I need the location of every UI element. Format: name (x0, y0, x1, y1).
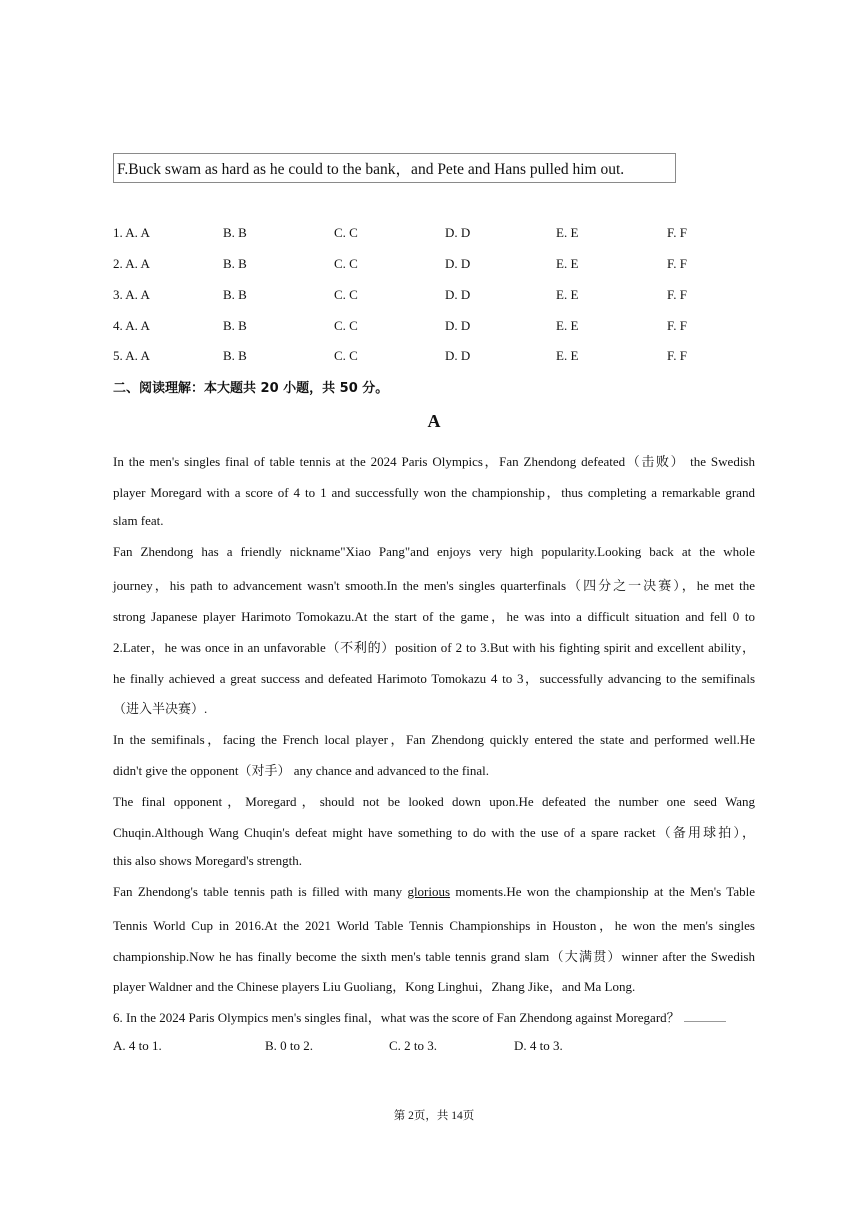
answer-option-b[interactable]: B. B (223, 225, 247, 240)
answer-option-f[interactable]: F. F (667, 287, 687, 302)
answer-option-e[interactable]: E. E (556, 348, 579, 363)
passage-line: journey，his path to advancement wasn't smooth.In the men's singles quarterfinals（四分之一决赛），he met the (113, 578, 755, 593)
passage-line: he finally achieved a great success and defeated Harimoto Tomokazu 4 to 3，successfully advancing to the semifinals (113, 671, 755, 686)
answer-option-b[interactable]: B. B (223, 256, 247, 271)
answer-option-a[interactable]: 4. A. A (113, 318, 150, 333)
answer-option-c[interactable]: C. C (334, 318, 358, 333)
choice-c[interactable]: C. 2 to 3. (389, 1038, 438, 1053)
passage-line: The final opponent，Moregard，should not be looked down upon.He defeated the number one seed Wang (113, 794, 755, 809)
answer-option-a[interactable]: 3. A. A (113, 287, 150, 302)
passage-line: slam feat. (113, 513, 164, 528)
passage-line: player Moregard with a score of 4 to 1 and successfully won the championship，thus completing a remarkable grand (113, 485, 755, 500)
answer-option-c[interactable]: C. C (334, 256, 358, 271)
passage-line: didn't give the opponent（对手） any chance and advanced to the final. (113, 763, 489, 778)
answer-option-b[interactable]: B. B (223, 348, 247, 363)
answer-option-f[interactable]: F. F (667, 225, 687, 240)
answer-option-e[interactable]: E. E (556, 318, 579, 333)
underlined-word: glorious (407, 884, 451, 899)
answer-blank[interactable] (684, 1009, 726, 1022)
passage-line: player Waldner and the Chinese players Liu Guoliang，Kong Linghui，Zhang Jike，and Ma Long. (113, 979, 636, 994)
choice-a[interactable]: A. 4 to 1. (113, 1038, 162, 1053)
section-heading: 二、阅读理解：本大题共 20 小题，共 50 分。 (113, 381, 389, 396)
answer-option-d[interactable]: D. D (445, 256, 471, 271)
choice-b[interactable]: B. 0 to 2. (265, 1038, 314, 1053)
answer-option-a[interactable]: 5. A. A (113, 348, 150, 363)
option-f-text: F.Buck swam as hard as he could to the bank，and Pete and Hans pulled him out. (117, 161, 625, 178)
choice-d[interactable]: D. 4 to 3. (514, 1038, 563, 1053)
passage-line: Tennis World Cup in 2016.At the 2021 World Table Tennis Championships in Houston，he won the men's singles (113, 918, 755, 933)
answer-option-c[interactable]: C. C (334, 225, 358, 240)
question-text: 6. In the 2024 Paris Olympics men's singles final，what was the score of Fan Zhendong against Moregard？ (113, 1010, 680, 1025)
answer-option-f[interactable]: F. F (667, 318, 687, 333)
passage-line (113, 884, 755, 900)
passage-line: Fan Zhendong has a friendly nickname"Xiao Pang"and enjoys very high popularity.Looking back at the whole (113, 544, 755, 559)
passage-line: Chuqin.Although Wang Chuqin's defeat might have something to do with the use of a spare racket（备用球拍）， (113, 825, 755, 840)
answer-option-e[interactable]: E. E (556, 225, 579, 240)
answer-option-a[interactable]: 1. A. A (113, 225, 150, 240)
passage-line: In the semifinals，facing the French local player，Fan Zhendong quickly entered the state and performed well.He (113, 732, 755, 747)
answer-option-b[interactable]: B. B (223, 287, 247, 302)
passage-line: In the men's singles final of table tennis at the 2024 Paris Olympics，Fan Zhendong defeated（击败） the Swedish (113, 454, 755, 469)
answer-option-d[interactable]: D. D (445, 318, 471, 333)
answer-option-f[interactable]: F. F (667, 348, 687, 363)
page-footer: 第 2页，共 14页 (393, 1110, 475, 1122)
passage-text: Fan Zhendong's table tennis path is filled with many (113, 884, 408, 899)
answer-option-e[interactable]: E. E (556, 256, 579, 271)
passage-text: moments.He won the championship at the Men's Table (450, 884, 755, 899)
answer-option-a[interactable]: 2. A. A (113, 256, 150, 271)
answer-option-e[interactable]: E. E (556, 287, 579, 302)
answer-option-d[interactable]: D. D (445, 348, 471, 363)
passage-title: A (427, 411, 441, 431)
passage-line: this also shows Moregard's strength. (113, 853, 303, 868)
answer-option-d[interactable]: D. D (445, 287, 471, 302)
passage-line: championship.Now he has finally become the sixth men's table tennis grand slam（大满贯）winner after the Swedish (113, 949, 755, 964)
passage-line: （进入半决赛）. (113, 701, 208, 716)
answer-option-f[interactable]: F. F (667, 256, 687, 271)
option-f-box (113, 153, 676, 183)
question-6 (113, 1007, 726, 1026)
answer-option-c[interactable]: C. C (334, 348, 358, 363)
answer-option-b[interactable]: B. B (223, 318, 247, 333)
answer-option-c[interactable]: C. C (334, 287, 358, 302)
passage-line: strong Japanese player Harimoto Tomokazu.At the start of the game，he was into a difficult situation and fell 0 to (113, 609, 755, 624)
answer-option-d[interactable]: D. D (445, 225, 471, 240)
passage-line: 2.Later，he was once in an unfavorable（不利的）position of 2 to 3.But with his fighting spirit and excellent ability， (113, 640, 755, 655)
